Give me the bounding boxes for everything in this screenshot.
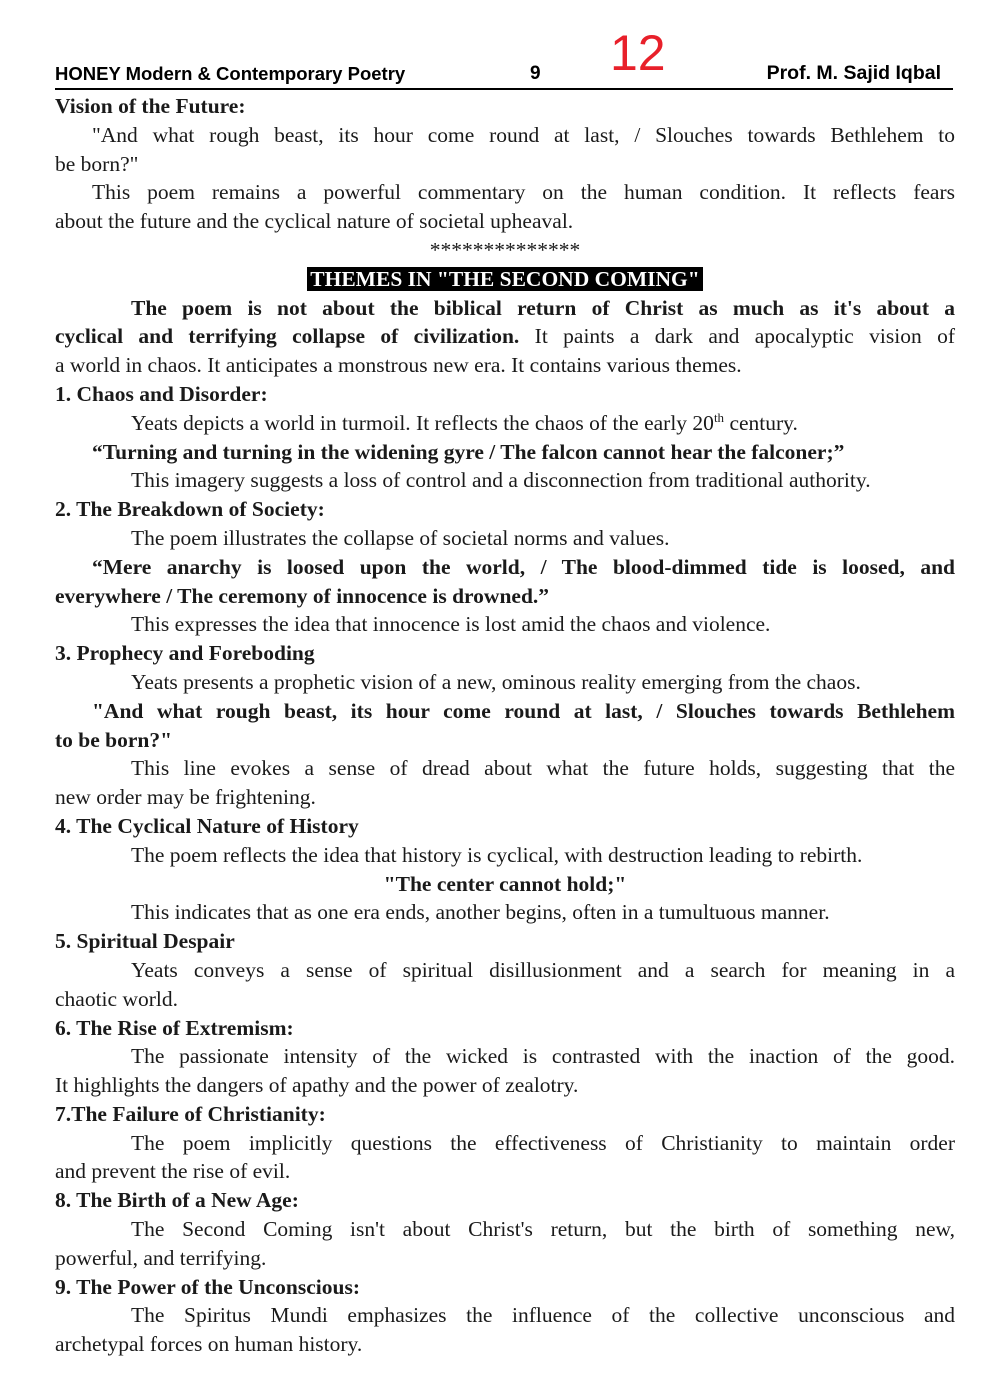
intro-line: a world in chaos. It anticipates a monstrous new era. It contains various themes. xyxy=(55,353,742,378)
theme-heading: 9. The Power of the Unconscious: xyxy=(55,1274,360,1299)
theme-heading: 1. Chaos and Disorder: xyxy=(55,381,268,406)
page-number: 9 xyxy=(530,63,541,84)
author-name: Prof. M. Sajid Iqbal xyxy=(766,62,941,84)
theme-text: powerful, and terrifying. xyxy=(55,1245,267,1270)
ordinal-superscript: th xyxy=(713,409,725,425)
theme-explanation: This imagery suggests a loss of control and a disconnection from traditional authority. xyxy=(131,468,871,493)
theme-text: The Spiritus Mundi emphasizes the influence of the collective unconscious and xyxy=(131,1303,955,1328)
theme-text: The Second Coming isn't about Christ's return, but the birth of something new, xyxy=(131,1217,955,1242)
theme-heading: 5. Spiritual Despair xyxy=(55,929,235,954)
page-stamp-number: 12 xyxy=(610,25,666,81)
theme-text-part: century. xyxy=(724,410,798,435)
theme-quote: "And what rough beast, its hour come round at last, / Slouches towards Bethlehem xyxy=(92,698,955,723)
theme-text: and prevent the rise of evil. xyxy=(55,1159,291,1184)
themes-banner-row xyxy=(55,265,955,294)
section-separator: ************** xyxy=(429,237,581,262)
intro-text: It paints a dark and apocalyptic vision of xyxy=(519,324,956,349)
theme-heading: 6. The Rise of Extremism: xyxy=(55,1015,294,1040)
theme-text: The passionate intensity of the wicked is contrasted with the inaction of the good. xyxy=(131,1044,955,1069)
intro-line xyxy=(55,322,955,351)
theme-explanation: This line evokes a sense of dread about what the future holds, suggesting that the xyxy=(131,756,955,781)
theme-quote: everywhere / The ceremony of innocence is drowned.” xyxy=(55,583,550,608)
theme-text: The poem implicitly questions the effectiveness of Christianity to maintain order xyxy=(131,1130,955,1155)
theme-heading: 2. The Breakdown of Society: xyxy=(55,497,325,522)
theme-heading: 3. Prophecy and Foreboding xyxy=(55,641,315,666)
theme-text: The poem illustrates the collapse of societal norms and values. xyxy=(131,525,670,550)
vision-paragraph-line: This poem remains a powerful commentary on the human condition. It reflects fears xyxy=(92,180,955,205)
theme-text-part: Yeats depicts a world in turmoil. It reflects the chaos of the early 20 xyxy=(131,410,714,435)
theme-explanation: new order may be frightening. xyxy=(55,785,316,810)
theme-explanation: This indicates that as one era ends, another begins, often in a tumultuous manner. xyxy=(131,900,830,925)
theme-text: It highlights the dangers of apathy and the power of zealotry. xyxy=(55,1073,579,1098)
theme-quote: “Mere anarchy is loosed upon the world, / The blood-dimmed tide is loosed, and xyxy=(92,554,955,579)
theme-text xyxy=(55,409,955,438)
page-body xyxy=(55,92,955,1359)
vision-quote-line: be born?" xyxy=(55,151,139,176)
intro-bold-phrase: cyclical and terrifying collapse of civilization. xyxy=(55,324,520,349)
vision-heading: Vision of the Future: xyxy=(55,94,246,118)
theme-heading: 8. The Birth of a New Age: xyxy=(55,1188,299,1213)
theme-quote: "The center cannot hold;" xyxy=(383,871,627,896)
theme-text: chaotic world. xyxy=(55,986,178,1011)
vision-paragraph-line: about the future and the cyclical nature of societal upheaval. xyxy=(55,209,574,234)
intro-line: The poem is not about the biblical return of Christ as much as it's about a xyxy=(131,295,955,320)
book-title: HONEY Modern & Contemporary Poetry xyxy=(55,63,406,84)
theme-text: Yeats conveys a sense of spiritual disillusionment and a search for meaning in a xyxy=(131,957,955,982)
theme-quote: to be born?" xyxy=(55,727,173,752)
theme-quote: “Turning and turning in the widening gyre / The falcon cannot hear the falconer;” xyxy=(92,439,845,464)
vision-quote-line: "And what rough beast, its hour come round at last, / Slouches towards Bethlehem to xyxy=(92,122,955,147)
page-header xyxy=(55,25,953,90)
themes-banner: THEMES IN "THE SECOND COMING" xyxy=(307,267,702,291)
theme-text: The poem reflects the idea that history is cyclical, with destruction leading to rebirth. xyxy=(131,842,863,867)
theme-text: Yeats presents a prophetic vision of a new, ominous reality emerging from the chaos. xyxy=(131,669,861,694)
theme-heading: 7.The Failure of Christianity: xyxy=(55,1101,326,1126)
theme-explanation: This expresses the idea that innocence is lost amid the chaos and violence. xyxy=(131,612,771,637)
theme-text: archetypal forces on human history. xyxy=(55,1332,363,1357)
theme-heading: 4. The Cyclical Nature of History xyxy=(55,813,359,838)
